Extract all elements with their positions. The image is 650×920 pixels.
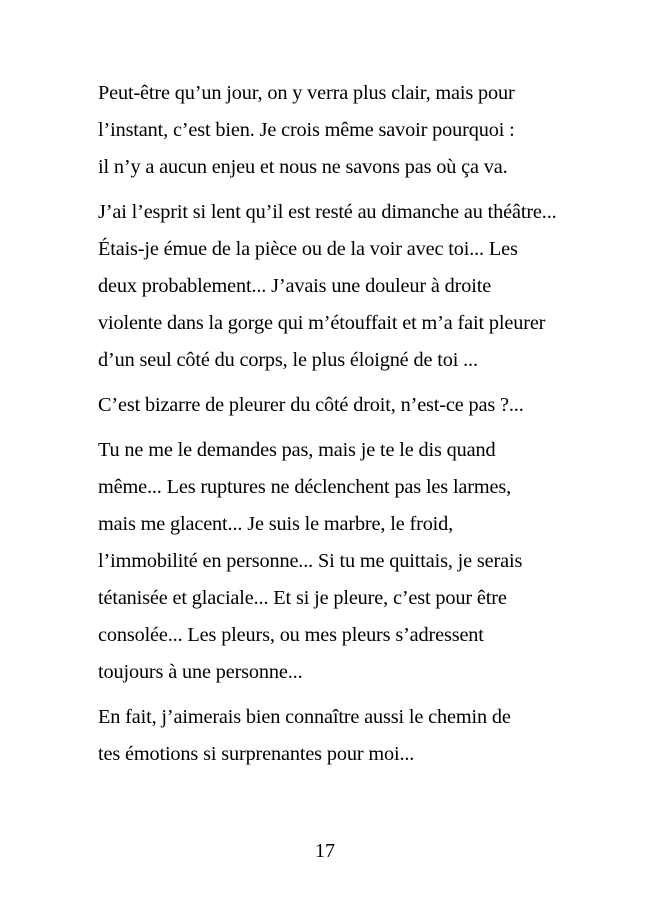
text-line: C’est bizarre de pleurer du côté droit, n’est-ce pas ?...	[98, 394, 524, 416]
paragraph-3	[98, 387, 578, 424]
text-line: Étais-je émue de la pièce ou de la voir avec toi... Les	[98, 238, 518, 260]
body-text	[98, 75, 578, 781]
paragraph-2	[98, 194, 578, 379]
text-line: même... Les ruptures ne déclenchent pas les larmes,	[98, 476, 512, 498]
text-line: violente dans la gorge qui m’étouffait et m’a fait pleurer	[98, 312, 546, 334]
paragraph-1	[98, 75, 578, 186]
text-line: l’immobilité en personne... Si tu me quittais, je serais	[98, 550, 523, 572]
text-line: mais me glacent... Je suis le marbre, le froid,	[98, 513, 454, 535]
page-number: 17	[315, 840, 335, 862]
text-line: tes émotions si surprenantes pour moi...	[98, 743, 415, 765]
text-line: tétanisée et glaciale... Et si je pleure, c’est pour être	[98, 587, 507, 609]
text-line: deux probablement... J’avais une douleur à droite	[98, 275, 492, 297]
text-line: il n’y a aucun enjeu et nous ne savons pas où ça va.	[98, 156, 508, 178]
text-line: Tu ne me le demandes pas, mais je te le dis quand	[98, 439, 496, 461]
text-line: En fait, j’aimerais bien connaître aussi le chemin de	[98, 706, 511, 728]
text-line: d’un seul côté du corps, le plus éloigné de toi ...	[98, 349, 478, 371]
text-line: consolée... Les pleurs, ou mes pleurs s’adressent	[98, 624, 484, 646]
paragraph-4	[98, 432, 578, 691]
text-line: l’instant, c’est bien. Je crois même savoir pourquoi :	[98, 119, 515, 141]
text-line: Peut-être qu’un jour, on y verra plus clair, mais pour	[98, 82, 515, 104]
text-line: toujours à une personne...	[98, 661, 303, 683]
text-line: J’ai l’esprit si lent qu’il est resté au dimanche au théâtre...	[98, 201, 557, 223]
paragraph-5	[98, 699, 578, 773]
